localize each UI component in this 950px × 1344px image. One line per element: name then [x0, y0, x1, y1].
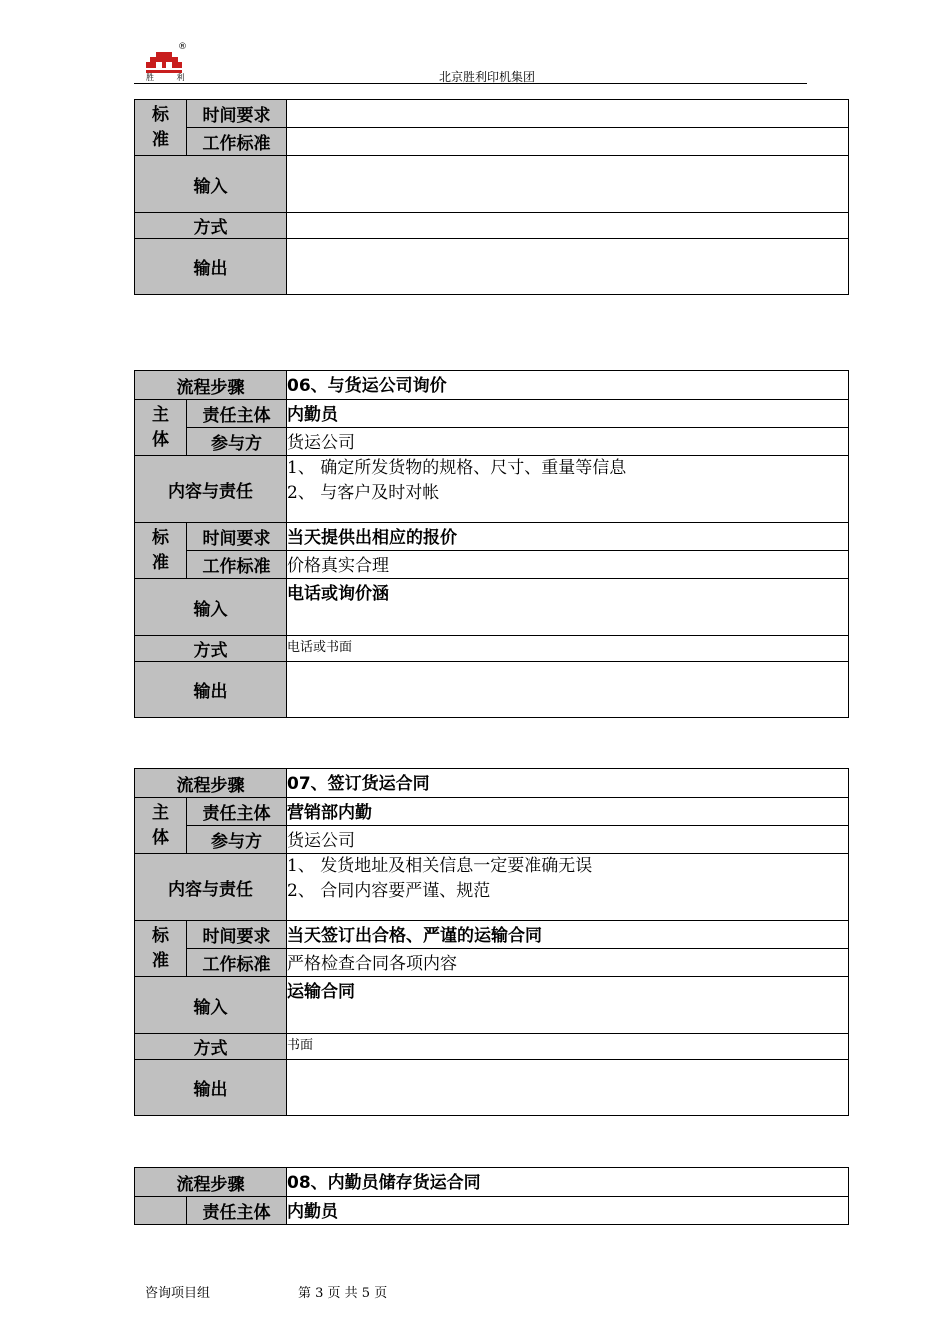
time-req-value — [287, 100, 849, 128]
step-label: 流程步骤 — [135, 371, 287, 400]
process-table-continued — [134, 99, 849, 295]
work-std-label: 工作标准 — [187, 551, 287, 579]
output-label: 输出 — [135, 239, 287, 295]
method-value: 书面 — [287, 1034, 849, 1060]
content-line: 2、 合同内容要严谨、规范 — [287, 881, 491, 901]
content-line: 1、 确定所发货物的规格、尺寸、重量等信息 — [287, 458, 627, 478]
content-line: 2、 与客户及时对帐 — [287, 483, 440, 503]
step-label: 流程步骤 — [135, 1168, 287, 1197]
process-table-step-08 — [134, 1167, 849, 1225]
time-req-value: 当天签订出合格、严谨的运输合同 — [287, 921, 849, 949]
work-std-label: 工作标准 — [187, 128, 287, 156]
responsible-value: 内勤员 — [287, 400, 849, 428]
input-label: 输入 — [135, 977, 287, 1034]
method-label: 方式 — [135, 213, 287, 239]
responsible-label: 责任主体 — [187, 1197, 287, 1225]
time-req-label: 时间要求 — [187, 100, 287, 128]
header-divider — [134, 83, 807, 84]
footer-page-number: 第 3 页 共 5 页 — [298, 1286, 388, 1301]
time-req-label: 时间要求 — [187, 523, 287, 551]
page-header — [134, 44, 807, 84]
subject-group-cell — [135, 1197, 187, 1225]
participant-value: 货运公司 — [287, 428, 849, 456]
standard-group-label: 标 准 — [135, 921, 187, 977]
output-label: 输出 — [135, 1060, 287, 1116]
step-value: 08、内勤员储存货运合同 — [287, 1168, 849, 1197]
method-value: 电话或书面 — [287, 636, 849, 662]
participant-label: 参与方 — [187, 428, 287, 456]
participant-label: 参与方 — [187, 826, 287, 854]
input-value: 运输合同 — [287, 977, 849, 1034]
registered-mark: ® — [178, 42, 187, 52]
standard-group-label: 标 准 — [135, 523, 187, 579]
output-value — [287, 239, 849, 295]
responsible-label: 责任主体 — [187, 798, 287, 826]
output-value — [287, 662, 849, 718]
output-label: 输出 — [135, 662, 287, 718]
method-label: 方式 — [135, 1034, 287, 1060]
content-line: 1、 发货地址及相关信息一定要准确无误 — [287, 856, 593, 876]
method-label: 方式 — [135, 636, 287, 662]
work-std-value: 严格检查合同各项内容 — [287, 949, 849, 977]
company-name: 北京胜利印机集团 — [439, 70, 536, 84]
step-label: 流程步骤 — [135, 769, 287, 798]
content-label: 内容与责任 — [135, 854, 287, 921]
content-label: 内容与责任 — [135, 456, 287, 523]
process-table-step-07 — [134, 768, 849, 1116]
method-value — [287, 213, 849, 239]
input-value — [287, 156, 849, 213]
work-std-label: 工作标准 — [187, 949, 287, 977]
content-value — [287, 456, 849, 523]
responsible-value: 内勤员 — [287, 1197, 849, 1225]
participant-value: 货运公司 — [287, 826, 849, 854]
logo-text: 胜 利 — [146, 73, 195, 82]
step-value: 07、签订货运合同 — [287, 769, 849, 798]
output-value — [287, 1060, 849, 1116]
subject-group-label: 主 体 — [135, 400, 187, 456]
work-std-value — [287, 128, 849, 156]
time-req-label: 时间要求 — [187, 921, 287, 949]
time-req-value: 当天提供出相应的报价 — [287, 523, 849, 551]
input-label: 输入 — [135, 579, 287, 636]
content-value — [287, 854, 849, 921]
responsible-value: 营销部内勤 — [287, 798, 849, 826]
footer-group: 咨询项目组 — [145, 1286, 211, 1301]
responsible-label: 责任主体 — [187, 400, 287, 428]
subject-group-label: 主 体 — [135, 798, 187, 854]
input-label: 输入 — [135, 156, 287, 213]
process-table-step-06 — [134, 370, 849, 718]
input-value: 电话或询价涵 — [287, 579, 849, 636]
work-std-value: 价格真实合理 — [287, 551, 849, 579]
standard-group-label: 标 准 — [135, 100, 187, 156]
step-value: 06、与货运公司询价 — [287, 371, 849, 400]
